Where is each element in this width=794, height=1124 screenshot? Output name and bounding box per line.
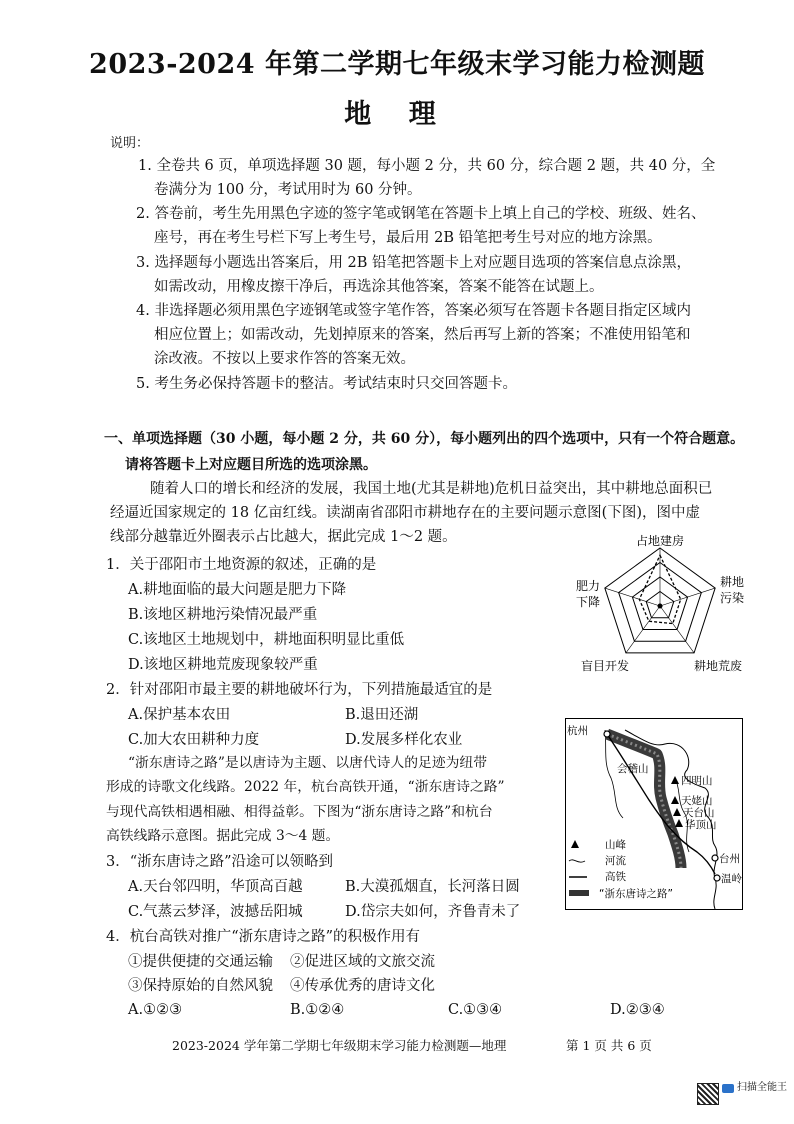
instructions-label: 说明： [110,136,150,151]
footer-text: 2023-2024 学年第二学期七年级期末学习能力检测题—地理 [172,1038,507,1053]
passage-line: 随着人口的增长和经济的发展，我国土地(尤其是耕地)危机日益突出，其中耕地总面积已 [150,481,713,497]
radar-center-dot [658,604,663,609]
radar-label-blind-development: 盲目开发 [580,659,630,673]
instruction-line: 涂改液。不按以上要求作答的答案无效。 [154,351,415,367]
map-label-hangzhou: 杭州 [567,725,588,737]
q4-statement: ①提供便捷的交通运输 [128,954,273,970]
q1-option-a: A.耕地面临的最大问题是肥力下降 [128,582,347,598]
question-2-stem: 2．针对邵阳市最主要的耕地破坏行为，下列措施最适宜的是 [106,682,493,698]
radar-label-land-occupation: 占地建房 [635,534,685,548]
instruction-line: 1. 全卷共 6 页，单项选择题 30 题，每小题 2 分，共 60 分，综合题 2 题，共 40 分，全 [138,158,716,174]
map-label-kuaiji: 会稽山 [617,763,649,775]
page-number: 第 1 页 共 6 页 [566,1038,652,1053]
map-label-wenling: 温岭 [721,873,742,885]
q3-option-c: C.气蒸云梦泽，波撼岳阳城 [128,904,303,920]
passage-line: 形成的诗歌文化线路。2022 年，杭台高铁开通，“浙东唐诗之路” [106,779,505,795]
q3-option-b: B.大漠孤烟直，长河落日圆 [345,879,520,895]
q4-option-a: A.①②③ [128,1002,183,1018]
map-label-tianmu: 天姥山 [681,795,713,807]
q1-option-b: B.该地区耕地污染情况最严重 [128,607,318,623]
q2-option-d: D.发展多样化农业 [345,732,463,748]
q4-option-d: D.②③④ [610,1002,665,1018]
legend-river-label: 河流 [605,855,626,867]
exam-title: 2023-2024 年第二学期七年级末学习能力检测题 [89,49,705,80]
radar-label-abandonment: 耕地荒废 [693,659,743,673]
qr-code-icon [697,1083,719,1105]
radar-label-fertility-1: 肥力 [575,579,601,593]
q4-statement: ③保持原始的自然风貌 [128,978,273,994]
watermark-text: 扫描全能王 [737,1082,787,1093]
q1-option-c: C.该地区土地规划中，耕地面积明显比重低 [128,632,405,648]
map-label-siming: 四明山 [681,775,713,787]
q3-option-a: A.天台邻四明，华顶高百越 [128,879,303,895]
zhedong-poetry-road-map [565,718,743,910]
instruction-line: 卷满分为 100 分，考试用时为 60 分钟。 [154,182,422,198]
q4-statement: ④传承优秀的唐诗文化 [290,978,435,994]
radar-label-fertility-2: 下降 [575,595,601,609]
instruction-line: 相应位置上；如需改动，先划掉原来的答案，然后再写上新的答案；不准使用铅笔和 [154,327,691,343]
q2-option-a: A.保护基本农田 [128,707,231,723]
q3-option-d: D.岱宗夫如何，齐鲁青未了 [345,904,521,920]
radar-label-pollution-2: 污染 [719,591,745,605]
radar-label-pollution-1: 耕地 [719,575,745,589]
instruction-line: 如需改动，用橡皮擦干净后，再选涂其他答案，答案不能答在试题上。 [154,279,604,295]
q4-option-b: B.①②④ [290,1002,345,1018]
passage-line: 与现代高铁相遇相融、相得益彰。下图为“浙东唐诗之路”和杭台 [106,804,493,820]
city-marker-taizhou [712,855,718,861]
passage-line: “浙东唐诗之路”是以唐诗为主题、以唐代诗人的足迹为纽带 [128,755,488,771]
passage-line: 经逼近国家规定的 18 亿亩红线。读湖南省邵阳市耕地存在的主要问题示意图(下图)，图中虚 [110,505,700,521]
q2-option-c: C.加大农田耕种力度 [128,732,260,748]
question-4-stem: 4．杭台高铁对推广“浙东唐诗之路”的积极作用有 [106,929,421,945]
q4-option-c: C.①③④ [448,1002,503,1018]
instruction-line: 3. 选择题每小题选出答案后，用 2B 铅笔把答题卡上对应题目选项的答案信息点涂黑， [136,255,692,271]
map-label-taizhou: 台州 [719,853,740,865]
map-label-huading: 华顶山 [685,819,717,831]
legend-poetry-road-label: “浙东唐诗之路” [599,888,673,900]
instruction-line: 4. 非选择题必须用黑色字迹钢笔或签字笔作答，答案必须写在答题卡各题目指定区域内 [136,303,691,319]
question-1-stem: 1．关于邵阳市土地资源的叙述，正确的是 [106,557,377,573]
passage-line: 线部分越靠近外圈表示占比越大，据此完成 1～2 题。 [110,529,457,545]
q1-option-d: D.该地区耕地荒废现象较严重 [128,657,318,673]
instruction-line: 2. 答卷前，考生先用黑色字迹的签字笔或钢笔在答题卡上填上自己的学校、班级、姓名、 [136,206,706,222]
scanner-app-icon [722,1084,734,1093]
legend-railway-label: 高铁 [605,871,626,883]
subject-title: 地 理 [344,99,450,130]
farmland-problem-radar-chart [560,530,760,690]
section-heading: 一、单项选择题（30 小题，每小题 2 分，共 60 分），每小题列出的四个选项中，只有一个符合题意。 [104,431,745,447]
map-label-tiantai: 天台山 [683,807,715,819]
q2-option-b: B.退田还湖 [345,707,419,723]
instruction-line: 5. 考生务必保持答题卡的整洁。考试结束时只交回答题卡。 [136,376,517,392]
legend-poetry-road-icon [569,890,589,896]
question-3-stem: 3．“浙东唐诗之路”沿途可以领略到 [106,854,334,870]
city-marker-hangzhou [604,731,610,737]
city-marker-wenling [714,875,720,881]
legend-mountain-label: 山峰 [605,839,626,851]
instruction-line: 座号，再在考生号栏下写上考生号，最后用 2B 铅笔把考生号对应的地方涂黑。 [154,230,662,246]
q4-statement: ②促进区域的文旅交流 [290,954,435,970]
section-note: 请将答题卡上对应题目所选的选项涂黑。 [125,457,377,473]
passage-line: 高铁线路示意图。据此完成 3～4 题。 [106,828,340,844]
